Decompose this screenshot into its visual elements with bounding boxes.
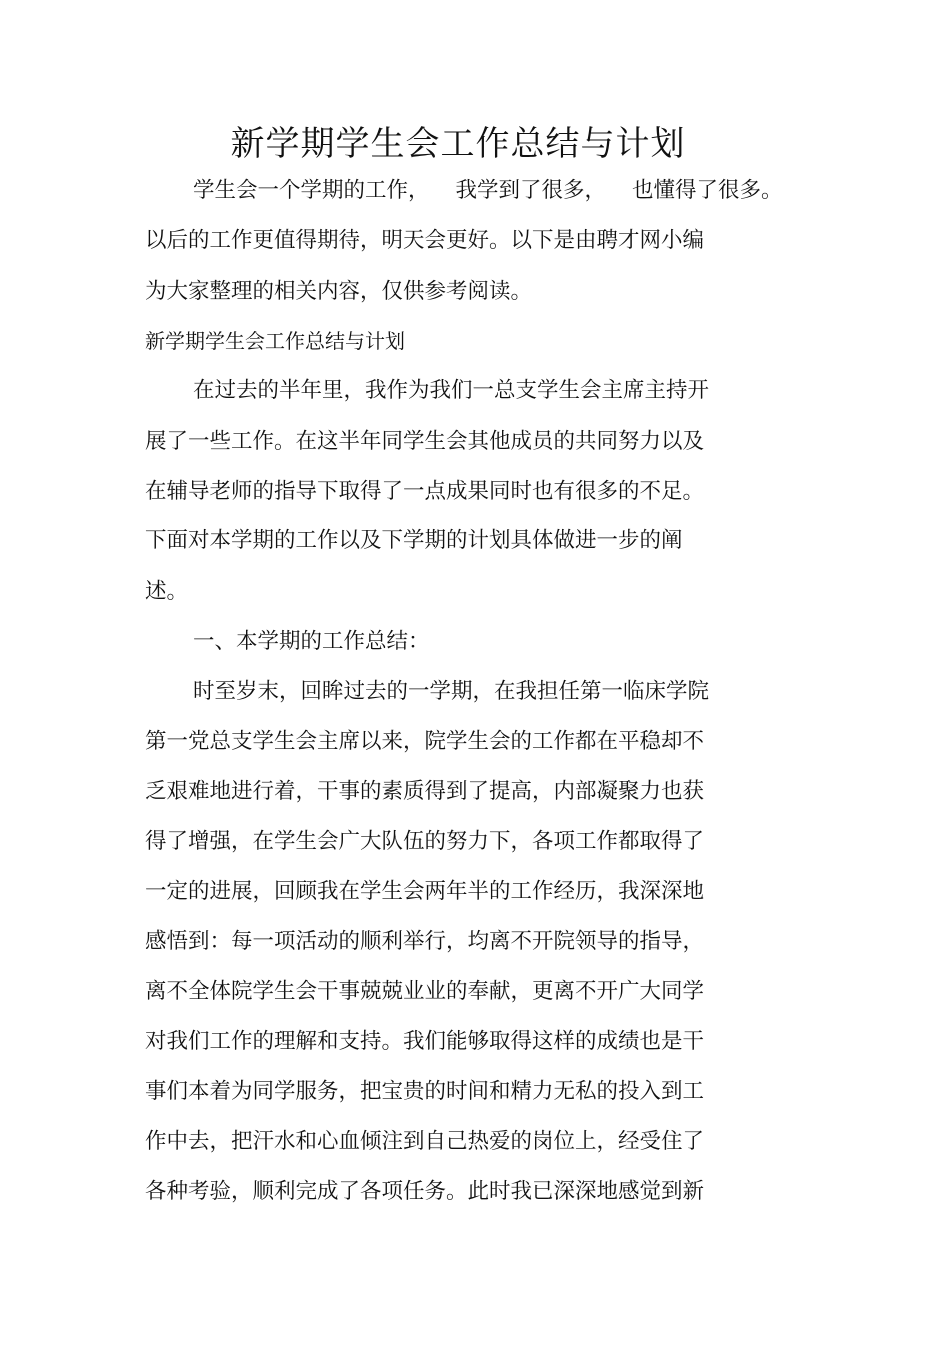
intro-line-2: 以后的工作更值得期待，明天会更好。以下是由聘才网小编 bbox=[145, 228, 705, 253]
paragraph2-line: 感悟到：每一项活动的顺利举行，均离不开院领导的指导， bbox=[145, 929, 705, 954]
paragraph2-line: 离不全体院学生会干事兢兢业业的奉献，更离不开广大同学 bbox=[145, 979, 705, 1004]
paragraph1-line: 展了一些工作。在这半年同学生会其他成员的共同努力以及 bbox=[145, 429, 705, 454]
paragraph2-line: 对我们工作的理解和支持。我们能够取得这样的成绩也是干 bbox=[145, 1029, 705, 1054]
paragraph1-line: 在过去的半年里，我作为我们一总支学生会主席主持开 bbox=[193, 378, 710, 403]
paragraph2-line: 各种考验，顺利完成了各项任务。此时我已深深地感觉到新 bbox=[145, 1179, 705, 1204]
document-title: 新学期学生会工作总结与计划 bbox=[230, 124, 686, 164]
intro-part-3: 也懂得了很多。 bbox=[632, 178, 783, 203]
paragraph2-line: 第一党总支学生会主席以来，院学生会的工作都在平稳却不 bbox=[145, 729, 705, 754]
paragraph2-line: 得了增强，在学生会广大队伍的努力下，各项工作都取得了 bbox=[145, 829, 705, 854]
paragraph1-line: 述。 bbox=[145, 579, 189, 604]
paragraph2-line: 时至岁末，回眸过去的一学期，在我担任第一临床学院 bbox=[193, 679, 710, 704]
paragraph2-line: 作中去，把汗水和心血倾注到自己热爱的岗位上，经受住了 bbox=[145, 1129, 705, 1154]
paragraph2-line: 乏艰难地进行着，干事的素质得到了提高，内部凝聚力也获 bbox=[145, 779, 705, 804]
paragraph2-line: 事们本着为同学服务，把宝贵的时间和精力无私的投入到工 bbox=[145, 1079, 705, 1104]
paragraph2-line: 一定的进展，回顾我在学生会两年半的工作经历，我深深地 bbox=[145, 879, 705, 904]
intro-line-3: 为大家整理的相关内容，仅供参考阅读。 bbox=[145, 279, 533, 304]
subtitle: 新学期学生会工作总结与计划 bbox=[145, 329, 405, 353]
paragraph1-line: 下面对本学期的工作以及下学期的计划具体做进一步的阐 bbox=[145, 528, 683, 553]
paragraph1-line: 在辅导老师的指导下取得了一点成果同时也有很多的不足。 bbox=[145, 479, 705, 504]
intro-part-1: 学生会一个学期的工作， bbox=[193, 178, 430, 203]
intro-part-2: 我学到了很多， bbox=[455, 178, 607, 203]
section1-heading: 一、本学期的工作总结： bbox=[193, 629, 430, 654]
intro-line-1 bbox=[193, 176, 783, 206]
